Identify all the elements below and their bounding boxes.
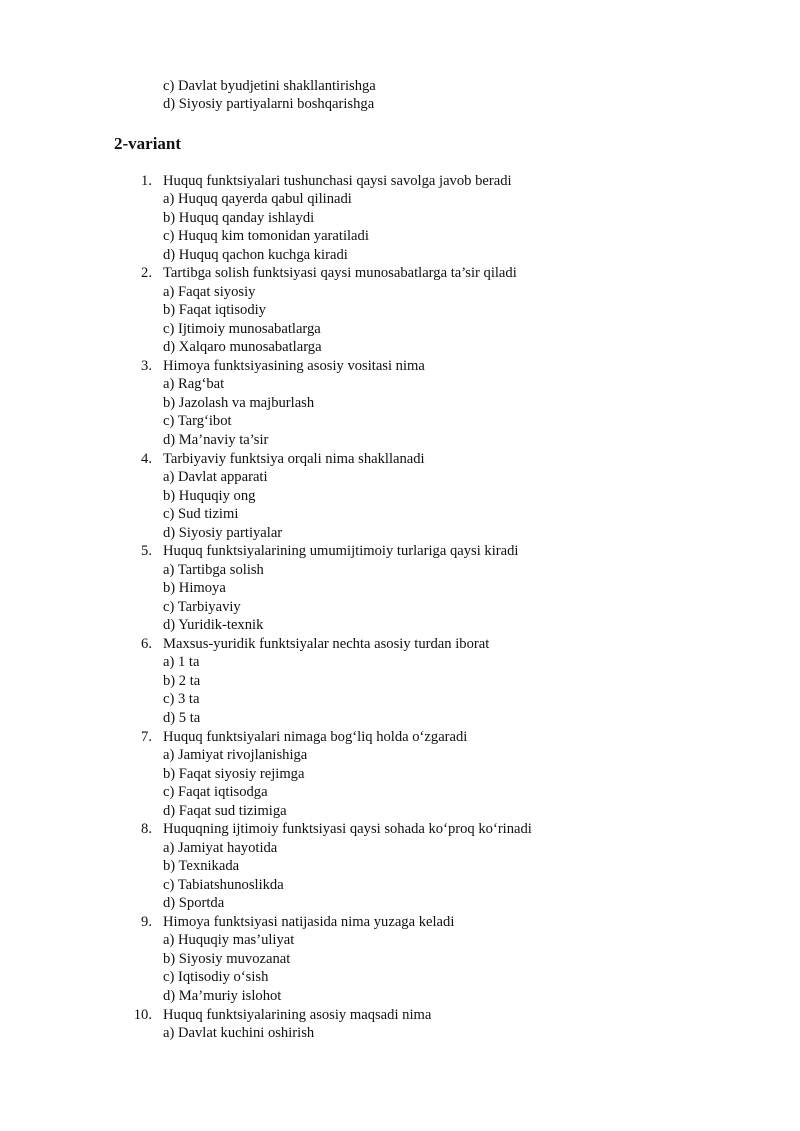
question-number: 3.	[141, 358, 152, 374]
option-item: c) 3 ta	[163, 691, 200, 707]
question-text: Tarbiyaviy funktsiya orqali nima shakllanadi	[163, 451, 425, 467]
question-number: 1.	[141, 173, 152, 189]
option-item: d) Siyosiy partiyalar	[163, 525, 283, 541]
option-item: d) Huquq qachon kuchga kiradi	[163, 247, 348, 263]
option-item: b) Jazolash va majburlash	[163, 395, 315, 411]
option-item: a) Davlat kuchini oshirish	[163, 1025, 315, 1041]
question-number: 8.	[141, 821, 152, 837]
option-item: d) Sportda	[163, 895, 225, 911]
question-text: Huquq funktsiyalari nimaga bog‘liq holda o‘zgaradi	[163, 729, 468, 745]
question-number: 10.	[133, 1007, 152, 1023]
option-item: d) Ma’muriy islohot	[163, 988, 282, 1004]
option-item: a) Jamiyat rivojlanishiga	[163, 747, 308, 763]
question-number: 6.	[141, 636, 152, 652]
option-item: a) Davlat apparati	[163, 469, 268, 485]
option-item: d) 5 ta	[163, 710, 201, 726]
variant-heading: 2-variant	[114, 134, 182, 153]
question-text: Maxsus-yuridik funktsiyalar nechta asosiy turdan iborat	[163, 636, 490, 652]
option-item: c) Ijtimoiy munosabatlarga	[163, 321, 321, 337]
option-item: d) Siyosiy partiyalarni boshqarishga	[163, 96, 375, 112]
question-text: Tartibga solish funktsiyasi qaysi munosabatlarga ta’sir qiladi	[163, 265, 517, 281]
option-item: b) 2 ta	[163, 673, 201, 689]
question-number: 4.	[141, 451, 152, 467]
option-item: b) Huquqiy ong	[163, 488, 256, 504]
question-number: 7.	[141, 729, 152, 745]
question-text: Huquq funktsiyalarining asosiy maqsadi nima	[163, 1007, 432, 1023]
question-text: Himoya funktsiyasi natijasida nima yuzaga keladi	[163, 914, 455, 930]
option-item: a) Rag‘bat	[163, 376, 225, 392]
option-item: b) Faqat siyosiy rejimga	[163, 766, 305, 782]
option-item: a) Huquqiy mas’uliyat	[163, 932, 295, 948]
question-text: Huquq funktsiyalari tushunchasi qaysi savolga javob beradi	[163, 173, 512, 189]
option-item: d) Xalqaro munosabatlarga	[163, 339, 322, 355]
option-item: d) Faqat sud tizimiga	[163, 803, 287, 819]
option-item: b) Huquq qanday ishlaydi	[163, 210, 315, 226]
option-item: b) Siyosiy muvozanat	[163, 951, 291, 967]
option-item: a) Huquq qayerda qabul qilinadi	[163, 191, 352, 207]
question-number: 5.	[141, 543, 152, 559]
option-item: c) Sud tizimi	[163, 506, 239, 522]
option-item: a) 1 ta	[163, 654, 200, 670]
option-item: c) Tarbiyaviy	[163, 599, 241, 615]
option-item: c) Tabiatshunoslikda	[163, 877, 284, 893]
option-item: d) Yuridik-texnik	[163, 617, 264, 633]
option-item: c) Faqat iqtisodga	[163, 784, 268, 800]
option-item: c) Davlat byudjetini shakllantirishga	[163, 78, 376, 94]
option-item: a) Tartibga solish	[163, 562, 264, 578]
option-item: a) Faqat siyosiy	[163, 284, 256, 300]
question-number: 9.	[141, 914, 152, 930]
option-item: c) Targ‘ibot	[163, 413, 232, 429]
option-item: c) Iqtisodiy o‘sish	[163, 969, 269, 985]
question-text: Himoya funktsiyasining asosiy vositasi nima	[163, 358, 425, 374]
option-item: d) Ma’naviy ta’sir	[163, 432, 269, 448]
option-item: b) Faqat iqtisodiy	[163, 302, 266, 318]
option-item: b) Himoya	[163, 580, 226, 596]
option-item: a) Jamiyat hayotida	[163, 840, 278, 856]
question-text: Huquq funktsiyalarining umumijtimoiy turlariga qaysi kiradi	[163, 543, 519, 559]
question-number: 2.	[141, 265, 152, 281]
option-item: c) Huquq kim tomonidan yaratiladi	[163, 228, 369, 244]
question-text: Huquqning ijtimoiy funktsiyasi qaysi sohada ko‘proq ko‘rinadi	[163, 821, 532, 837]
option-item: b) Texnikada	[163, 858, 240, 874]
